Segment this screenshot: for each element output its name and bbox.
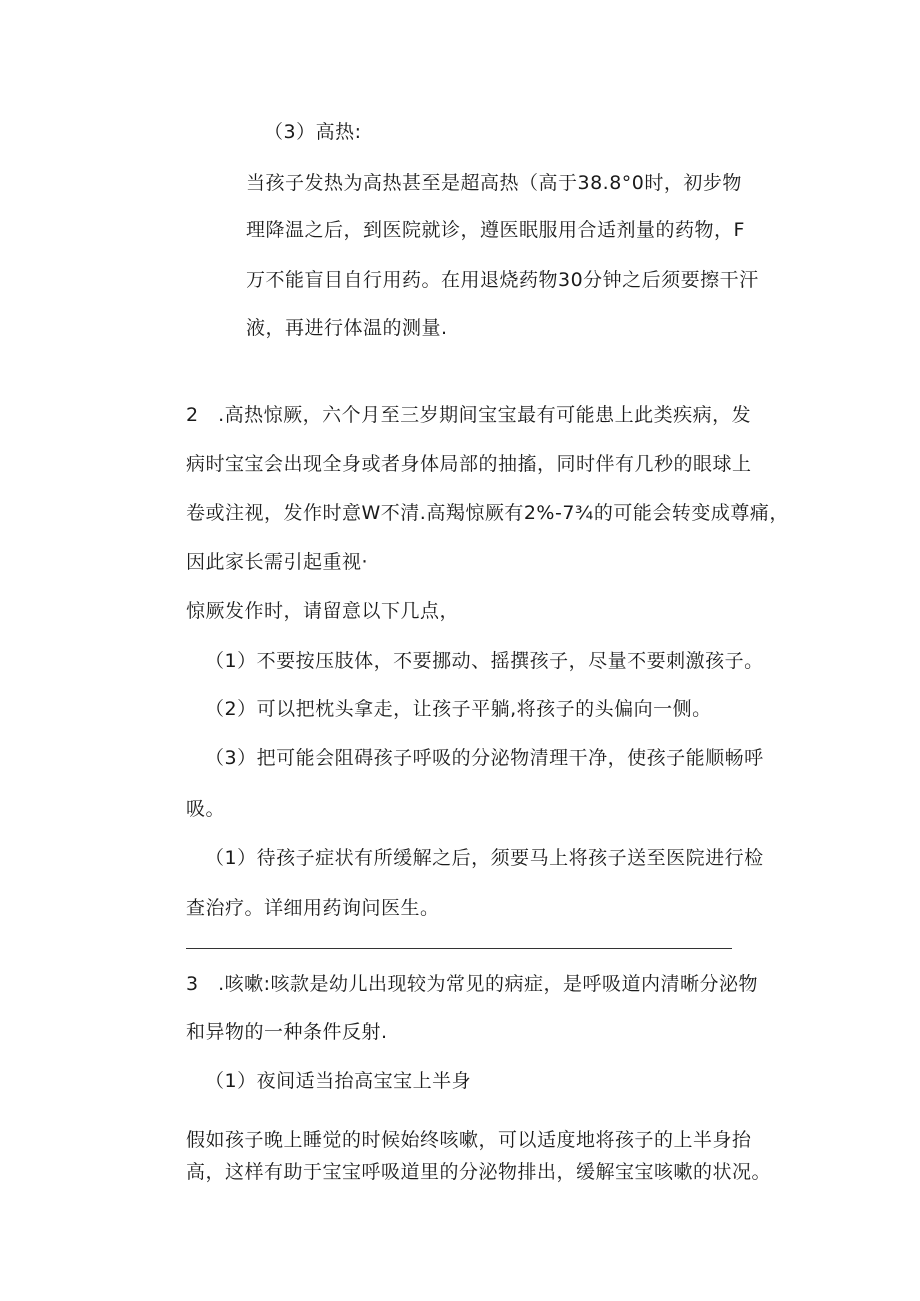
- paragraph-line: 当孩子发热为高热甚至是超高热（高于38.8°0时，初步物: [246, 172, 742, 194]
- cough-paragraph-line: 和异物的一种条件反射.: [186, 1021, 388, 1043]
- convulsion-paragraph-line: 病时宝宝会出现全身或者身体局部的抽搐，同时伴有几秒的眼球上: [186, 453, 752, 475]
- paragraph-line: 万不能盲目自行用药。在用退烧药物30分钟之后须要擦干汗: [246, 269, 759, 291]
- convulsion-point: （1）不要按压肢体，不要挪动、摇撰孩子，尽量不要刺激孩子。: [205, 650, 764, 672]
- convulsion-paragraph-line: 卷或注视，发作时意W不清.高羯惊厥有2%-7¾的可能会转变成尊痛，: [186, 502, 789, 524]
- high-fever-heading: （3）高热:: [264, 121, 362, 143]
- convulsion-point-continued: 查治疗。详细用药询问医生。: [186, 897, 440, 919]
- convulsion-point: （3）把可能会阻碍孩子呼吸的分泌物清理干净，使孩子能顺畅呼: [205, 747, 764, 769]
- convulsion-point: （1）待孩子症状有所缓解之后，须要马上将孩子送至医院进行检: [205, 847, 764, 869]
- paragraph-line: 液，再进行体温的测量.: [246, 317, 448, 339]
- section-divider: [186, 948, 732, 949]
- convulsion-intro: 惊厥发作时，请留意以下几点，: [186, 600, 460, 622]
- convulsion-point-continued: 吸。: [186, 798, 226, 820]
- cough-body-line: 假如孩子晚上睡觉的时候始终咳嗽，可以适度地将孩子的上半身抬: [186, 1129, 752, 1151]
- paragraph-line: 理降温之后，到医院就诊，遵医眠服用合适剂量的药物，F: [246, 219, 745, 241]
- cough-subheading: （1）夜间适当抬高宝宝上半身: [205, 1070, 472, 1092]
- cough-body-line: 高，这样有助于宝宝呼吸道里的分泌物排出，缓解宝宝咳嗽的状况。: [186, 1161, 772, 1183]
- convulsion-paragraph-line: 2 .高热惊厥，六个月至三岁期间宝宝最有可能患上此类疾病，发: [186, 404, 752, 426]
- convulsion-point: （2）可以把枕头拿走，让孩子平躺,将孩子的头偏向一侧。: [205, 698, 712, 720]
- convulsion-paragraph-line: 因此家长需引起重视·: [186, 551, 369, 573]
- cough-paragraph-line: 3 .咳嗽:咳款是幼儿出现较为常见的病症，是呼吸道内清晰分泌物: [186, 973, 759, 995]
